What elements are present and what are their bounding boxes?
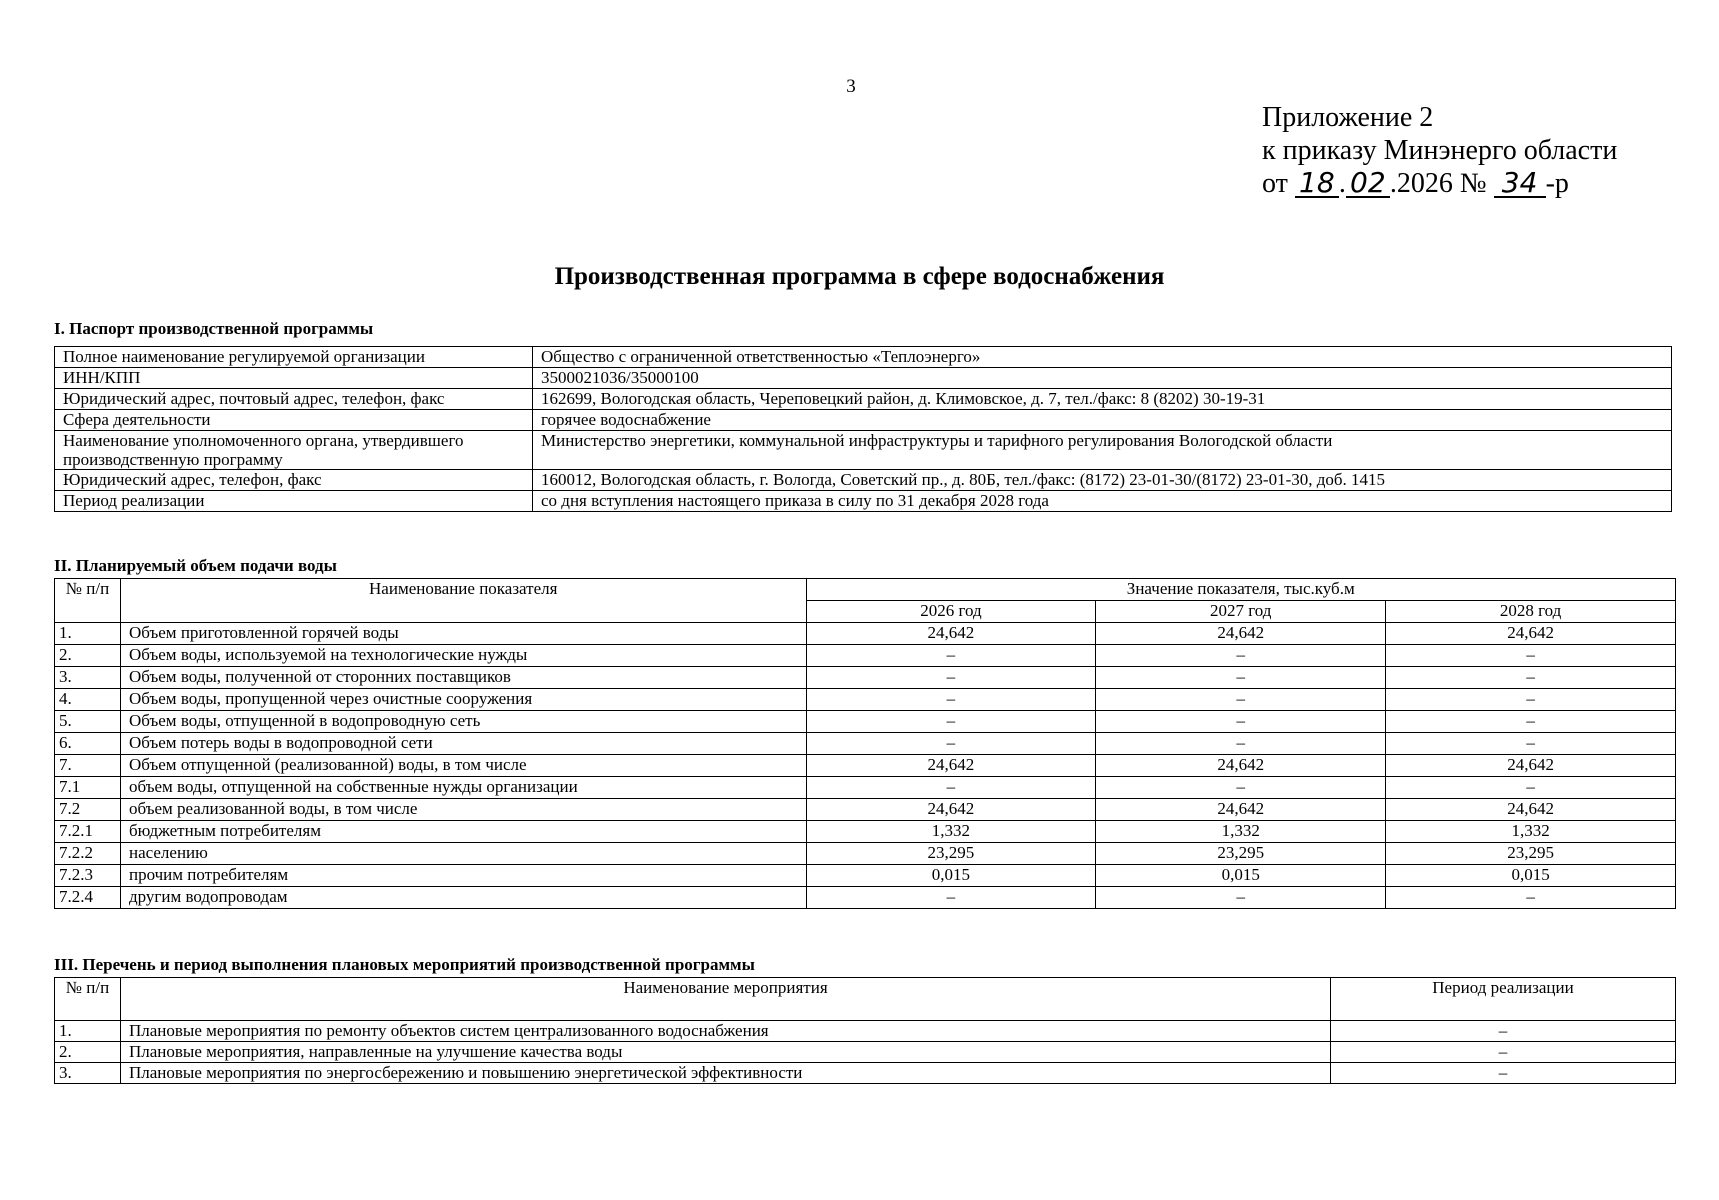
- passport-label: Период реализации: [55, 491, 533, 512]
- indicator-value: –: [1096, 887, 1386, 909]
- event-period: –: [1331, 1063, 1676, 1084]
- indicator-name: Объем приготовленной горячей воды: [120, 623, 806, 645]
- indicator-value: 0,015: [1386, 865, 1676, 887]
- appendix-year-label: .2026 №: [1389, 168, 1487, 199]
- event-period: –: [1331, 1021, 1676, 1042]
- passport-label: Полное наименование регулируемой организации: [55, 347, 533, 368]
- table-row: [55, 623, 1676, 645]
- passport-value: Министерство энергетики, коммунальной инфраструктуры и тарифного регулирования Вологодской области: [533, 431, 1672, 470]
- indicator-value: –: [1386, 733, 1676, 755]
- appendix-number-suffix: -р: [1545, 168, 1569, 199]
- indicator-value: 24,642: [1386, 799, 1676, 821]
- indicator-name: Объем воды, отпущенной в водопроводную сеть: [120, 711, 806, 733]
- event-name: Плановые мероприятия по энергосбережению и повышению энергетической эффективности: [121, 1063, 1331, 1084]
- table-row: [55, 733, 1676, 755]
- passport-value: Общество с ограниченной ответственностью «Теплоэнерго»: [533, 347, 1672, 368]
- column-header-event-name: Наименование мероприятия: [121, 978, 1331, 1021]
- indicator-value: 24,642: [806, 755, 1096, 777]
- table-row: [55, 410, 1672, 431]
- indicator-value: –: [806, 777, 1096, 799]
- row-number: 7.: [55, 755, 121, 777]
- table-row: [55, 821, 1676, 843]
- water-volume-table: [54, 578, 1676, 909]
- indicator-name: Объем воды, пропущенной через очистные сооружения: [120, 689, 806, 711]
- section-passport-title: I. Паспорт производственной программы: [54, 319, 374, 338]
- appendix-date-line: от 18 . 02 .2026 № 34 -р: [1262, 166, 1569, 199]
- passport-label: ИНН/КПП: [55, 368, 533, 389]
- appendix-order-reference: к приказу Минэнерго области: [1262, 135, 1618, 166]
- indicator-name: населению: [120, 843, 806, 865]
- appendix-block: [1262, 101, 1617, 200]
- indicator-value: –: [1096, 645, 1386, 667]
- column-header-number: № п/п: [55, 978, 121, 1021]
- row-number: 3.: [55, 667, 121, 689]
- table-row: [55, 1063, 1676, 1084]
- indicator-value: –: [1386, 887, 1676, 909]
- indicator-value: –: [806, 689, 1096, 711]
- row-number: 6.: [55, 733, 121, 755]
- event-name: Плановые мероприятия, направленные на улучшение качества воды: [121, 1042, 1331, 1063]
- indicator-value: 23,295: [1386, 843, 1676, 865]
- table-row: [55, 755, 1676, 777]
- passport-value: 3500021036/35000100: [533, 368, 1672, 389]
- indicator-value: –: [1096, 667, 1386, 689]
- indicator-value: –: [1096, 733, 1386, 755]
- handwritten-month: 02: [1346, 170, 1390, 198]
- indicator-value: –: [1096, 689, 1386, 711]
- table-row: [55, 1021, 1676, 1042]
- column-header-number: № п/п: [55, 579, 121, 623]
- passport-label: Наименование уполномоченного органа, утвердившего производственную программу: [55, 431, 533, 470]
- column-header-period: Период реализации: [1331, 978, 1676, 1021]
- table-row: [55, 431, 1672, 470]
- row-number: 1.: [55, 623, 121, 645]
- row-number: 7.2: [55, 799, 121, 821]
- table-row: [55, 865, 1676, 887]
- indicator-value: –: [806, 711, 1096, 733]
- table-row: [55, 799, 1676, 821]
- indicator-value: –: [1386, 667, 1676, 689]
- passport-label: Сфера деятельности: [55, 410, 533, 431]
- event-period: –: [1331, 1042, 1676, 1063]
- indicator-value: –: [1096, 777, 1386, 799]
- handwritten-order-number: 34: [1494, 170, 1546, 198]
- table-row: [55, 347, 1672, 368]
- row-number: 3.: [55, 1063, 121, 1084]
- row-number: 7.1: [55, 777, 121, 799]
- indicator-value: –: [1386, 689, 1676, 711]
- table-row: [55, 470, 1672, 491]
- appendix-date-prefix: от: [1262, 168, 1288, 199]
- indicator-value: 1,332: [1096, 821, 1386, 843]
- table-row: [55, 843, 1676, 865]
- table-row: [55, 887, 1676, 909]
- table-row: [55, 667, 1676, 689]
- indicator-value: –: [1386, 645, 1676, 667]
- row-number: 5.: [55, 711, 121, 733]
- document-title: Производственная программа в сфере водоснабжения: [554, 263, 1165, 290]
- row-number: 2.: [55, 1042, 121, 1063]
- indicator-value: 0,015: [806, 865, 1096, 887]
- indicator-value: 1,332: [806, 821, 1096, 843]
- indicator-name: объем воды, отпущенной на собственные нужды организации: [120, 777, 806, 799]
- appendix-title: Приложение 2: [1262, 102, 1434, 133]
- indicator-value: –: [806, 667, 1096, 689]
- handwritten-day: 18: [1295, 170, 1339, 198]
- indicator-value: 23,295: [1096, 843, 1386, 865]
- indicator-name: бюджетным потребителям: [120, 821, 806, 843]
- table-row: [55, 491, 1672, 512]
- indicator-name: прочим потребителям: [120, 865, 806, 887]
- table-row: [55, 645, 1676, 667]
- table-row: [55, 1042, 1676, 1063]
- indicator-value: 24,642: [1096, 755, 1386, 777]
- indicator-name: Объем отпущенной (реализованной) воды, в том числе: [120, 755, 806, 777]
- row-number: 7.2.4: [55, 887, 121, 909]
- indicator-value: –: [806, 645, 1096, 667]
- indicator-value: 24,642: [1386, 755, 1676, 777]
- table-row: [55, 777, 1676, 799]
- indicator-name: Объем потерь воды в водопроводной сети: [120, 733, 806, 755]
- indicator-name: Объем воды, полученной от сторонних поставщиков: [120, 667, 806, 689]
- passport-table: [54, 346, 1672, 512]
- table-row: [55, 689, 1676, 711]
- indicator-value: –: [806, 733, 1096, 755]
- row-number: 4.: [55, 689, 121, 711]
- indicator-value: 24,642: [1386, 623, 1676, 645]
- table-row: [55, 389, 1672, 410]
- page-number: 3: [846, 76, 856, 97]
- indicator-value: 24,642: [806, 799, 1096, 821]
- passport-label: Юридический адрес, почтовый адрес, телефон, факс: [55, 389, 533, 410]
- indicator-name: другим водопроводам: [120, 887, 806, 909]
- indicator-value: –: [806, 887, 1096, 909]
- passport-label: Юридический адрес, телефон, факс: [55, 470, 533, 491]
- row-number: 2.: [55, 645, 121, 667]
- section-events-title: III. Перечень и период выполнения плановых мероприятий производственной программы: [54, 955, 755, 974]
- table-row: [55, 711, 1676, 733]
- column-header-indicator: Наименование показателя: [120, 579, 806, 623]
- passport-value: 162699, Вологодская область, Череповецкий район, д. Климовское, д. 7, тел./факс: 8 (8202) 30-19-31: [533, 389, 1672, 410]
- planned-events-table: [54, 977, 1676, 1084]
- section-volume-title: II. Планируемый объем подачи воды: [54, 556, 337, 575]
- indicator-value: –: [1386, 711, 1676, 733]
- row-number: 1.: [55, 1021, 121, 1042]
- passport-value: 160012, Вологодская область, г. Вологда, Советский пр., д. 80Б, тел./факс: (8172) 23-01-30/(8172) 23-01-30, доб. 1415: [533, 470, 1672, 491]
- indicator-value: 24,642: [1096, 799, 1386, 821]
- row-number: 7.2.2: [55, 843, 121, 865]
- indicator-value: –: [1386, 777, 1676, 799]
- indicator-value: 24,642: [806, 623, 1096, 645]
- event-name: Плановые мероприятия по ремонту объектов систем централизованного водоснабжения: [121, 1021, 1331, 1042]
- column-header-year: 2028 год: [1386, 601, 1676, 623]
- table-row: [55, 368, 1672, 389]
- indicator-name: объем реализованной воды, в том числе: [120, 799, 806, 821]
- column-header-value-group: Значение показателя, тыс.куб.м: [806, 579, 1675, 601]
- passport-value: со дня вступления настоящего приказа в силу по 31 декабря 2028 года: [533, 491, 1672, 512]
- indicator-value: 1,332: [1386, 821, 1676, 843]
- column-header-year: 2027 год: [1096, 601, 1386, 623]
- indicator-value: 23,295: [806, 843, 1096, 865]
- indicator-value: 0,015: [1096, 865, 1386, 887]
- indicator-value: 24,642: [1096, 623, 1386, 645]
- row-number: 7.2.3: [55, 865, 121, 887]
- indicator-value: –: [1096, 711, 1386, 733]
- indicator-name: Объем воды, используемой на технологические нужды: [120, 645, 806, 667]
- column-header-year: 2026 год: [806, 601, 1096, 623]
- row-number: 7.2.1: [55, 821, 121, 843]
- passport-value: горячее водоснабжение: [533, 410, 1672, 431]
